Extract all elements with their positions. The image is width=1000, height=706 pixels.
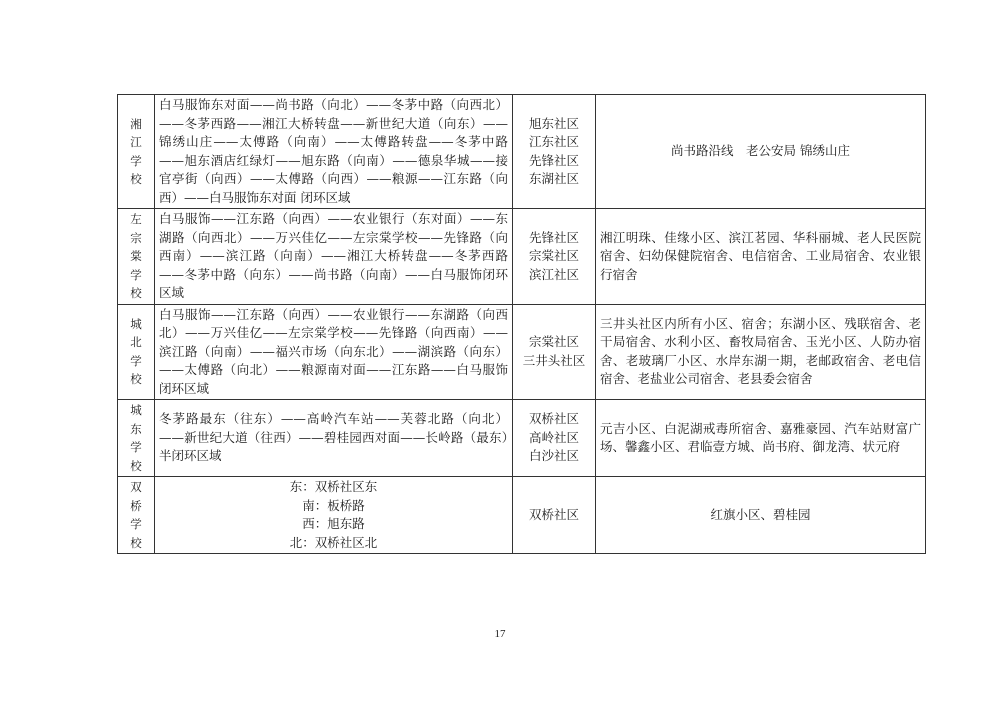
- table-row: [118, 477, 926, 554]
- community-name: 东湖社区: [528, 171, 579, 186]
- areas-cell: 元吉小区、白泥湖戒毒所宿舍、嘉雅豪园、汽车站财富广场、馨鑫小区、君临壹方城、尚书府、御龙湾、状元府: [596, 400, 926, 477]
- communities-cell: [513, 209, 596, 305]
- community-name: 宗棠社区: [528, 334, 579, 350]
- route-direction-line: 西：旭东路: [302, 516, 365, 531]
- communities-cell: [513, 400, 596, 477]
- community-name: 双桥社区: [528, 411, 579, 427]
- communities-cell: [513, 477, 596, 554]
- route-cell: 白马服饰——江东路（向西）——农业银行（东对面）——东湖路（向西北）——万兴佳亿——左宗棠学校——先锋路（向西南）——滨江路（向南）——湘江大桥转盘——冬茅西路——冬茅中路（向东）——尚书路（向南）——白马服饰闭环区域: [155, 209, 513, 305]
- school-name: 城东学校: [130, 403, 142, 473]
- page-number: 17: [494, 628, 506, 640]
- table-row: [118, 400, 926, 477]
- route-direction-line: 北：双桥社区北: [289, 534, 378, 550]
- school-name-cell: [118, 304, 155, 400]
- community-name: 先锋社区: [528, 229, 579, 245]
- school-name-cell: [118, 95, 155, 209]
- community-name: 宗棠社区: [528, 248, 579, 263]
- route-cell: 冬茅路最东（往东）——高岭汽车站——芙蓉北路（向北）——新世纪大道（往西）——碧桂园西对面——长岭路（最东）半闭环区域: [155, 400, 513, 477]
- school-name-cell: [118, 209, 155, 305]
- community-name: 高岭社区: [528, 429, 579, 445]
- school-name: 湘江学校: [130, 116, 142, 186]
- communities-cell: [513, 304, 596, 400]
- community-name: 江东社区: [528, 134, 579, 149]
- school-name: 左宗棠学校: [130, 212, 142, 300]
- school-name-cell: [118, 477, 155, 554]
- community-name: 旭东社区: [528, 115, 579, 131]
- community-name: 先锋社区: [528, 152, 579, 168]
- areas-cell: 三井头社区内所有小区、宿舍；东湖小区、残联宿舍、老干局宿舍、水利小区、畜牧局宿舍、玉光小区、人防办宿舍、老玻璃厂小区、水岸东湖一期，老邮政宿舍、老电信宿舍、老盐业公司宿舍、老县委会宿舍: [596, 304, 926, 400]
- school-zone-table: [117, 94, 926, 554]
- route-cell: 白马服饰东对面——尚书路（向北）——冬茅中路（向西北）——冬茅西路——湘江大桥转盘——新世纪大道（向东）——锦绣山庄——太傅路（向南）——太傅路转盘——冬茅中路——旭东酒店红绿灯——旭东路（向南）——德泉华城——接官亭街（向西）——太傅路（向西）——粮源——江东路（向西）——白马服饰东对面 闭环区域: [155, 95, 513, 209]
- areas-cell: 湘江明珠、佳缘小区、滨江茗园、华科丽城、老人民医院宿舍、妇幼保健院宿舍、电信宿舍、工业局宿舍、农业银行宿舍: [596, 209, 926, 305]
- communities-cell: [513, 95, 596, 209]
- table-row: [118, 304, 926, 400]
- school-name: 双桥学校: [130, 480, 142, 550]
- table-row: [118, 95, 926, 209]
- areas-cell: 红旗小区、碧桂园: [596, 477, 926, 554]
- community-name: 双桥社区: [528, 506, 579, 522]
- community-name: 滨江社区: [528, 266, 579, 282]
- route-cell: 白马服饰——江东路（向西）——农业银行——东湖路（向西北）——万兴佳亿——左宗棠学校——先锋路（向西南）——滨江路（向南）——福兴市场（向东北）——湖滨路（向东）——太傅路（向北）——粮源南对面——江东路——白马服饰闭环区域: [155, 304, 513, 400]
- community-name: 三井头社区: [522, 352, 586, 368]
- route-direction-line: 南：板桥路: [302, 497, 365, 513]
- school-name-cell: [118, 400, 155, 477]
- school-name: 城北学校: [130, 316, 142, 387]
- table-row: [118, 209, 926, 305]
- route-direction-line: 东：双桥社区东: [289, 479, 378, 494]
- areas-cell: 尚书路沿线 老公安局 锦绣山庄: [596, 95, 926, 209]
- route-cell: [155, 477, 513, 554]
- community-name: 白沙社区: [528, 448, 579, 464]
